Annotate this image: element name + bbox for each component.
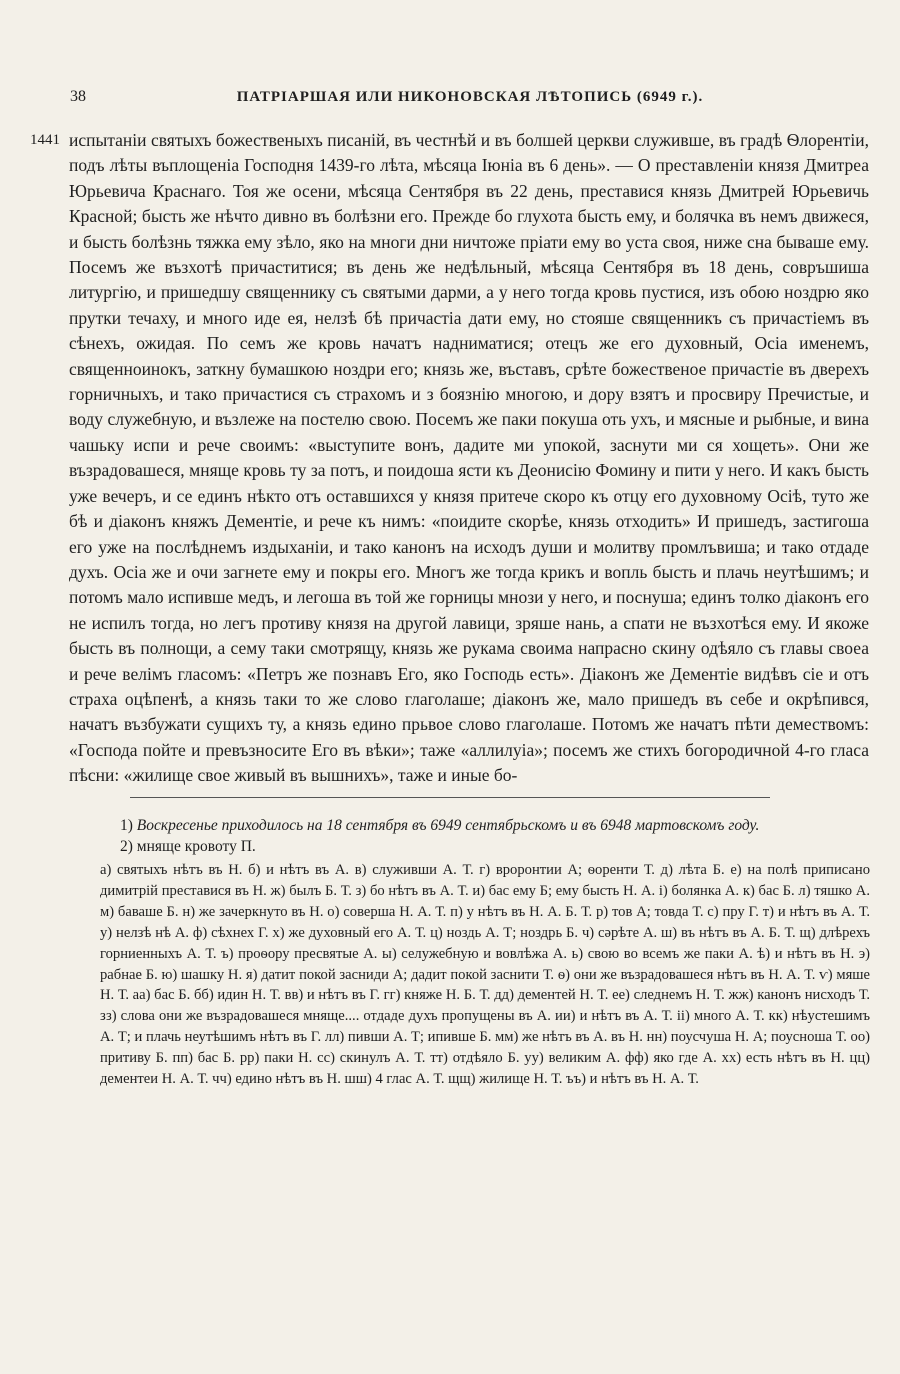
page-header: [60, 88, 880, 110]
footnote-1-text: Воскресенье приходилось на 18 сентября въ 6949 сентябрьскомъ и въ 6948 мартовскомъ году.: [136, 817, 760, 834]
footnote-1: [120, 815, 870, 836]
variant-readings: а) святыхъ нѣтъ въ Н. б) и нѣтъ въ А. в) служивши А. Т. г) вроронтии А; ѳоренти Т. д) лѣта Б. е) на полѣ приписано димитрій преставися въ Н. ж) былъ Б. Т. з) бо нѣтъ въ А. Т. и) бас ему Б; ему бысть Н. А. і) болянка А. к) бас Б. л) тяшко А. м) баваше Б. н) же зачеркнуто въ Н. о) соверша Н. А. Т. п) у нѣтъ въ Н. А. Б. Т. р) тов А; товда Т. с) пру Г. т) и нѣтъ въ А. Т. у) нелзѣ нѣ А. ф) сѣхнех Г. х) же духовный его А. Т. ц) ноздь А. Т; ноздрь Б. ч) сәрѣте А. ш) въ нѣтъ въ А. Б. Т. щ) длѣрехъ горниенныхъ А. Т. ъ) проѳору пресвятые А. ы) селужебную и вовлѣжа А. ь) свою во всемъ же паки А. ѣ) и нѣтъ въ Н. э) рабнае Б. ю) шашку Н. я) датит покой засниди А; дадит покой заснити Т. ѳ) они же възрадовашеся нѣтъ въ Н. А. Т. ѵ) мяше Н. Т. аа) бас Б. бб) идин Н. Т. вв) и нѣтъ въ Г. гг) княже Н. Б. Т. дд) дементей Н. Т. ее) следнемъ Н. Т. жж) канонъ нисходъ Т. зз) слова они же възрадовашеся мняще.... отдаде духъ пропущены въ А. ии) и нѣтъ въ А. Т. іі) много А. Т. кк) нѣустешимъ А. Т; и плачь неутѣшимъ нѣтъ въ Г. лл) пивши А. Т; ипивше Б. мм) же нѣтъ въ А. въ Н. нн) поусчуша Н. А; поусноша Т. оо) притиву Б. пп) бас Б. рр) паки Н. сс) скинулъ А. Т. тт) отдѣяло Б. уу) великим А. фф) яко где А. хх) есть нѣтъ въ Н. цц) дементеи Н. А. Т. чч) едино нѣтъ въ Н. шш) 4 глас А. Т. щщ) жилище Н. Т. ъъ) и нѣтъ въ Н. А. Т.: [100, 862, 870, 1088]
page-number: 38: [70, 88, 86, 105]
footnote-2: 2) мняще кровоту П.: [120, 838, 256, 855]
footnotes: [120, 815, 870, 857]
footnote-1-number: 1): [120, 817, 133, 834]
running-title: ПАТРІАРШАЯ ИЛИ НИКОНОВСКАЯ ЛѢТОПИСЬ (6949 г.).: [236, 89, 704, 105]
footnote-divider: [130, 797, 770, 798]
main-text: испытаніи святыхъ божественыхъ писаній, въ честнѣй и въ болшей церкви служивше, въ градѣ Ѳлорентіи, подъ лѣты въплощеніа Господня 1439-го лѣта, мѣсяца Іюніа въ 6 день». — О преставленіи князя Дмитреа Юрьевича Краснаго. Тоя же осени, мѣсяца Сентября въ 22 день, преставися князь Дмитрей Юрьевичь Красной; бысть же нѣчто дивно въ болѣзни его. Прежде бо глухота бысть ему, и болячка въ немъ движеся, и бысть болѣзнь тяжка ему зѣло, яко на многи дни ничтоже пріати ему во уста своя, ниже сна бываше ему. Посемъ же възхотѣ причаститися; въ день же недѣльный, мѣсяца Сентября въ 18 день, совръшиша литургію, и пришедшу священнику съ святыми дарми, а у него тогда кровь пустися, изъ обою ноздрю яко прутки течаху, и много иде ея, нелзѣ бѣ причастіа дати ему, но стояше священникъ съ причастіемъ въ сѣнехъ, ожидая. По семъ же кровь начатъ надниматися; отецъ же его духовный, Осіа именемъ, священноинокъ, заткну бумашкою ноздри его; князь же, въставъ, срѣте божественое причастіе въ дверехъ горничныхъ, и тако причастися съ страхомъ и з боязнію многою, и дору взятъ и просвиру Пречистые, и воду служебную, и възлеже на постелю свою. Посемъ же паки покуша оть ухъ, и мясные и рыбные, и вина чашьку испи и рече своимъ: «выступите вонъ, дадите ми упокой, заснути ми ся хощеть». Они же възрадовашеся, мняще кровь ту за потъ, и поидоша ясти къ Деонисію Фомину и пити у него. И какъ бысть уже вечеръ, и се единъ нѣкто отъ оставшихся у князя притече скоро къ отцу его духовному Осіѣ, туто же бѣ и діаконъ княжъ Дементіе, и рече къ нимъ: «поидите скорѣе, князь отходить» И пришедъ, застигоша его уже на послѣднемъ издыханіи, и тако канонъ на исходъ души и молитву промлъвиша; и тако отдаде духъ. Осіа же и очи загнете ему и покры его. Многъ же тогда крикъ и вопль бысть и плачь неутѣшимъ; и потомъ мало испивше медъ, и легоша въ той же горницы мнози у него, и поснуша; единъ толко діаконъ его не испилъ тогда, но легъ противу князя на другой лавици, зряше нань, а спати не възхотѣся ему. И якоже бысть въ полнощи, а сему таки смотрящу, князь же рукама своима напрасно скину одѣяло съ главы своеа и рече велімъ гласомъ: «Петръ же познавъ Его, яко Господь есть». Діаконъ же Дементіе видѣвъ сіе и отъ страха оцѣпенѣ, а князь таки то же слово глаголаше; діаконъ же, мало пришедъ въ себе и окрѣпився, начатъ възбужати сущихъ ту, а князь едино прьвое слово глаголаше. Потомъ же начатъ пѣти демествомъ: «Господа пойте и превъзносите Его въ вѣки»; таже «аллилуіа»; посемъ же стихъ богородичной 4-го гласа пѣсни: «жилище свое живый въ вышнихъ», таже и иные бо-: [69, 130, 869, 786]
margin-year: 1441: [30, 132, 60, 148]
